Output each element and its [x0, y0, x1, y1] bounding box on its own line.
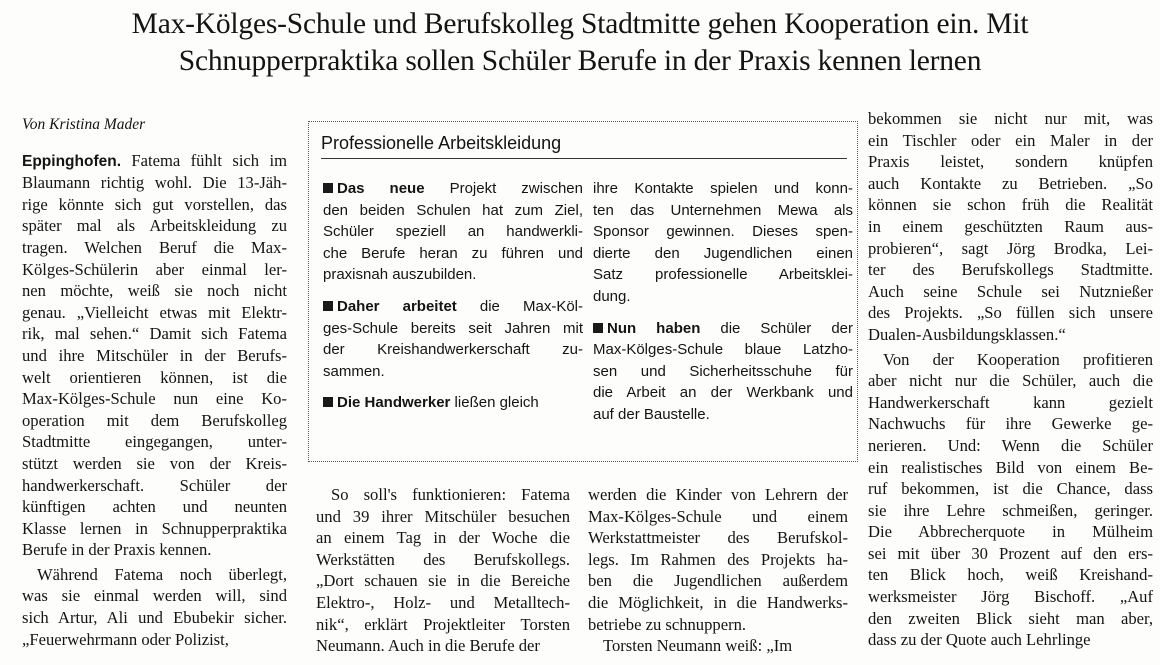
- info-box-title: Professionelle Arbeitskleidung: [321, 131, 847, 159]
- text-line: tragen. Welchen Beruf die Max-: [22, 237, 287, 257]
- text-line: werksmeister Jörg Bischoff. „Auf: [868, 587, 1153, 607]
- text-line: auf der Baustelle.: [593, 405, 710, 423]
- info-box-left-column: [323, 178, 583, 414]
- text-line: die Arbeit an der Werkbank und: [593, 384, 853, 402]
- text-line: Sponsor gewinnen. Dieses spen-: [593, 223, 853, 241]
- text-line: ges-Schule bereits seit Jahren mit: [323, 319, 583, 337]
- text-line: den beiden Schulen hat zum Ziel,: [323, 201, 583, 219]
- text-line: [323, 392, 583, 414]
- text-line: sammen.: [323, 362, 385, 380]
- text-line: Auch seine Schule sei Nutznießer: [868, 281, 1153, 301]
- text-line: Blaumann richtig wohl. Die 13-Jäh-: [22, 173, 287, 193]
- text-line: ihre Kontakte spielen und konn-: [593, 180, 853, 197]
- lead-in: Daher arbeitet: [337, 297, 457, 315]
- text-line: können sie schon früh die Realität: [868, 195, 1153, 215]
- text-line: che Berufe heran zu führen und: [323, 244, 583, 262]
- text-line: praxisnah auszubilden.: [323, 266, 477, 284]
- text-line: Werkstattmeister des Berufskol-: [588, 528, 848, 548]
- text-line: Während Fatema noch überlegt,: [37, 564, 287, 584]
- text-line: genau. „Vielleicht etwas mit Elektr-: [22, 302, 287, 322]
- text-line: den zweiten Blick sieht man aber,: [868, 608, 1153, 628]
- text-line: Max-Kölges-Schule und einem: [588, 506, 848, 526]
- text-line: Elektro-, Holz- und Metalltech-: [316, 592, 570, 612]
- text-line: Satz professionelle Arbeitsklei-: [593, 266, 853, 284]
- text-line: Berufe in der Praxis kennen.: [22, 540, 212, 560]
- article-column-2: [316, 484, 570, 657]
- column-1-paragraph-2: [22, 564, 287, 650]
- text-line: ten Blick hoch, weiß Kreishand-: [868, 565, 1153, 585]
- text-line: der Kreishandwerkerschaft zu-: [323, 341, 583, 359]
- text-line: ben die Jugendlichen außerdem: [588, 571, 848, 591]
- text-line: ter des Berufskollegs Stadtmitte.: [868, 260, 1153, 280]
- info-box: [308, 121, 858, 462]
- text-line: Neumann. Auch in die Berufe der: [316, 636, 540, 656]
- bullet-square-icon: [323, 397, 333, 407]
- text-line: ein Tischler oder ein Maler in der: [868, 130, 1153, 150]
- text-line: was sie einmal werden will, sind: [22, 586, 287, 606]
- text-line: ein realistisches Bild von einem Be-: [868, 457, 1153, 477]
- text-line: [323, 178, 583, 200]
- bullet-square-icon: [323, 301, 333, 311]
- text-line: rik, mal sehen.“ Damit sich Fatema: [22, 324, 287, 344]
- text-line: Stadtmitte eingegangen, unter-: [22, 432, 287, 452]
- bullet-square-icon: [593, 323, 603, 333]
- text-line: [323, 296, 583, 318]
- info-box-paragraph: [323, 178, 583, 286]
- info-box-paragraph: [323, 296, 583, 382]
- article-column-3: [588, 484, 848, 657]
- text-line: sei mit über 30 Prozent auf den ers-: [868, 543, 1153, 563]
- text-line: werden die Kinder von Lehrern der: [588, 485, 848, 504]
- text-line: welt orientieren können, ist die: [22, 367, 287, 387]
- article-column-1: [22, 114, 287, 650]
- lead-in: Die Handwerker: [337, 394, 451, 412]
- text-line: sen und Sicherheitsschuhe für: [593, 362, 853, 380]
- text-line: später mal als Arbeitskleidung zu: [22, 216, 287, 236]
- text-line: betriebe zu schnuppern.: [588, 614, 747, 634]
- text-line: bekommen sie nicht nur mit, was: [868, 109, 1153, 128]
- text-line: „Feuerwehrmann oder Polizist,: [22, 629, 229, 649]
- column-3-paragraph-2: [588, 635, 848, 657]
- text-line: dung.: [593, 287, 631, 305]
- text-line: Dualen-Ausbildungsklassen.“: [868, 324, 1066, 344]
- text-line: Torsten Neumann weiß: „Im: [603, 636, 793, 656]
- text-line: nik“, erklärt Projektleiter Torsten: [316, 614, 570, 634]
- text-line: sich Artur, Ali und Ebubekir sicher.: [22, 608, 287, 628]
- text-line: ruf bekommen, ist die Chance, dass: [868, 479, 1153, 499]
- text-line: dierte den Jugendlichen einen: [593, 244, 853, 262]
- text-fragment: Projekt zwischen: [424, 180, 583, 197]
- text-line: stützt werden sie von der Kreis-: [22, 453, 287, 473]
- text-fragment: Fatema fühlt sich im: [121, 150, 287, 170]
- info-box-paragraph: [593, 178, 853, 308]
- text-line: und 39 ihrer Mitschüler besuchen: [316, 506, 570, 526]
- text-line: in einem geschützten Raum aus-: [868, 216, 1153, 236]
- column-1-body: [22, 150, 287, 561]
- headline: [20, 6, 1140, 80]
- byline: Von Kristina Mader: [22, 116, 146, 133]
- text-line: So soll's funktionieren: Fatema: [331, 485, 570, 504]
- text-line: Klasse lernen in Schnupperpraktika: [22, 518, 287, 538]
- text-line: Kölges-Schülerin aber einmal ler-: [22, 259, 287, 279]
- info-box-paragraph: [323, 392, 583, 414]
- text-line: Die Abbrecherquote in Mülheim: [868, 522, 1153, 542]
- article-column-4: [868, 108, 1153, 651]
- column-4-paragraph-2: [868, 349, 1153, 651]
- text-line: Praxis leistet, sondern knüpfen: [868, 152, 1153, 172]
- text-line: handwerkerschaft. Schüler der: [22, 475, 287, 495]
- text-line: nen möchte, weiß sie noch nicht: [22, 281, 287, 301]
- text-line: Handwerkerschaft kann gezielt: [868, 392, 1153, 412]
- text-line: Max-Kölges-Schule nun eine Ko-: [22, 389, 287, 409]
- lead-in: Nun haben: [607, 319, 701, 337]
- headline-line-2: Schnupperpraktika sollen Schüler Berufe in der Praxis kennen lernen: [178, 45, 982, 77]
- text-line: operation mit dem Berufskolleg: [22, 410, 287, 430]
- text-line: nerieren. Und: Wenn die Schüler: [868, 435, 1153, 455]
- text-line: des Projekts. „So füllen sich unsere: [868, 303, 1153, 323]
- bullet-square-icon: [323, 183, 333, 193]
- text-fragment: ließen gleich: [450, 394, 539, 412]
- text-line: aber nicht nur die Schüler, auch die: [868, 371, 1153, 391]
- headline-line-1: Max-Kölges-Schule und Berufskolleg Stadtmitte gehen Kooperation ein. Mit: [131, 8, 1029, 40]
- text-line: Nachwuchs für ihre Gewerke ge-: [868, 414, 1153, 434]
- text-line: auch Kontakte zu Betrieben. „So: [868, 173, 1153, 193]
- info-box-paragraph: [593, 318, 853, 426]
- text-line: künftigen achten und neunten: [22, 497, 287, 517]
- dateline: Eppinghofen.: [22, 152, 122, 170]
- text-line: [22, 150, 287, 173]
- text-line: legs. Im Rahmen des Projekts ha-: [588, 549, 848, 569]
- text-line: an einem Tag in der Woche die: [316, 528, 570, 548]
- text-line: rige könnte sich gut vorstellen, das: [22, 194, 287, 214]
- text-line: [593, 318, 853, 340]
- lead-in: Das neue: [337, 180, 425, 197]
- text-line: Werkstätten des Berufskollegs.: [316, 549, 570, 569]
- text-line: Schüler speziell an handwerkli-: [323, 223, 583, 241]
- text-line: sie ihre Lehre schmeißen, geringer.: [868, 500, 1153, 520]
- text-line: probieren“, sagt Jörg Brodka, Lei-: [868, 238, 1153, 258]
- text-fragment: die Schüler der: [700, 319, 853, 337]
- text-line: und ihre Mitschüler in der Berufs-: [22, 345, 287, 365]
- text-line: dass zu der Quote auch Lehrlinge: [868, 630, 1091, 650]
- text-line: ten das Unternehmen Mewa als: [593, 201, 853, 219]
- text-fragment: die Max-Köl-: [456, 297, 583, 315]
- text-line: „Dort schauen sie in die Bereiche: [316, 571, 570, 591]
- text-line: die Möglichkeit, in die Handwerks-: [588, 592, 848, 612]
- info-box-right-column: [593, 178, 853, 426]
- text-line: Max-Kölges-Schule blaue Latzho-: [593, 341, 853, 359]
- text-line: Von der Kooperation profitieren: [883, 349, 1153, 369]
